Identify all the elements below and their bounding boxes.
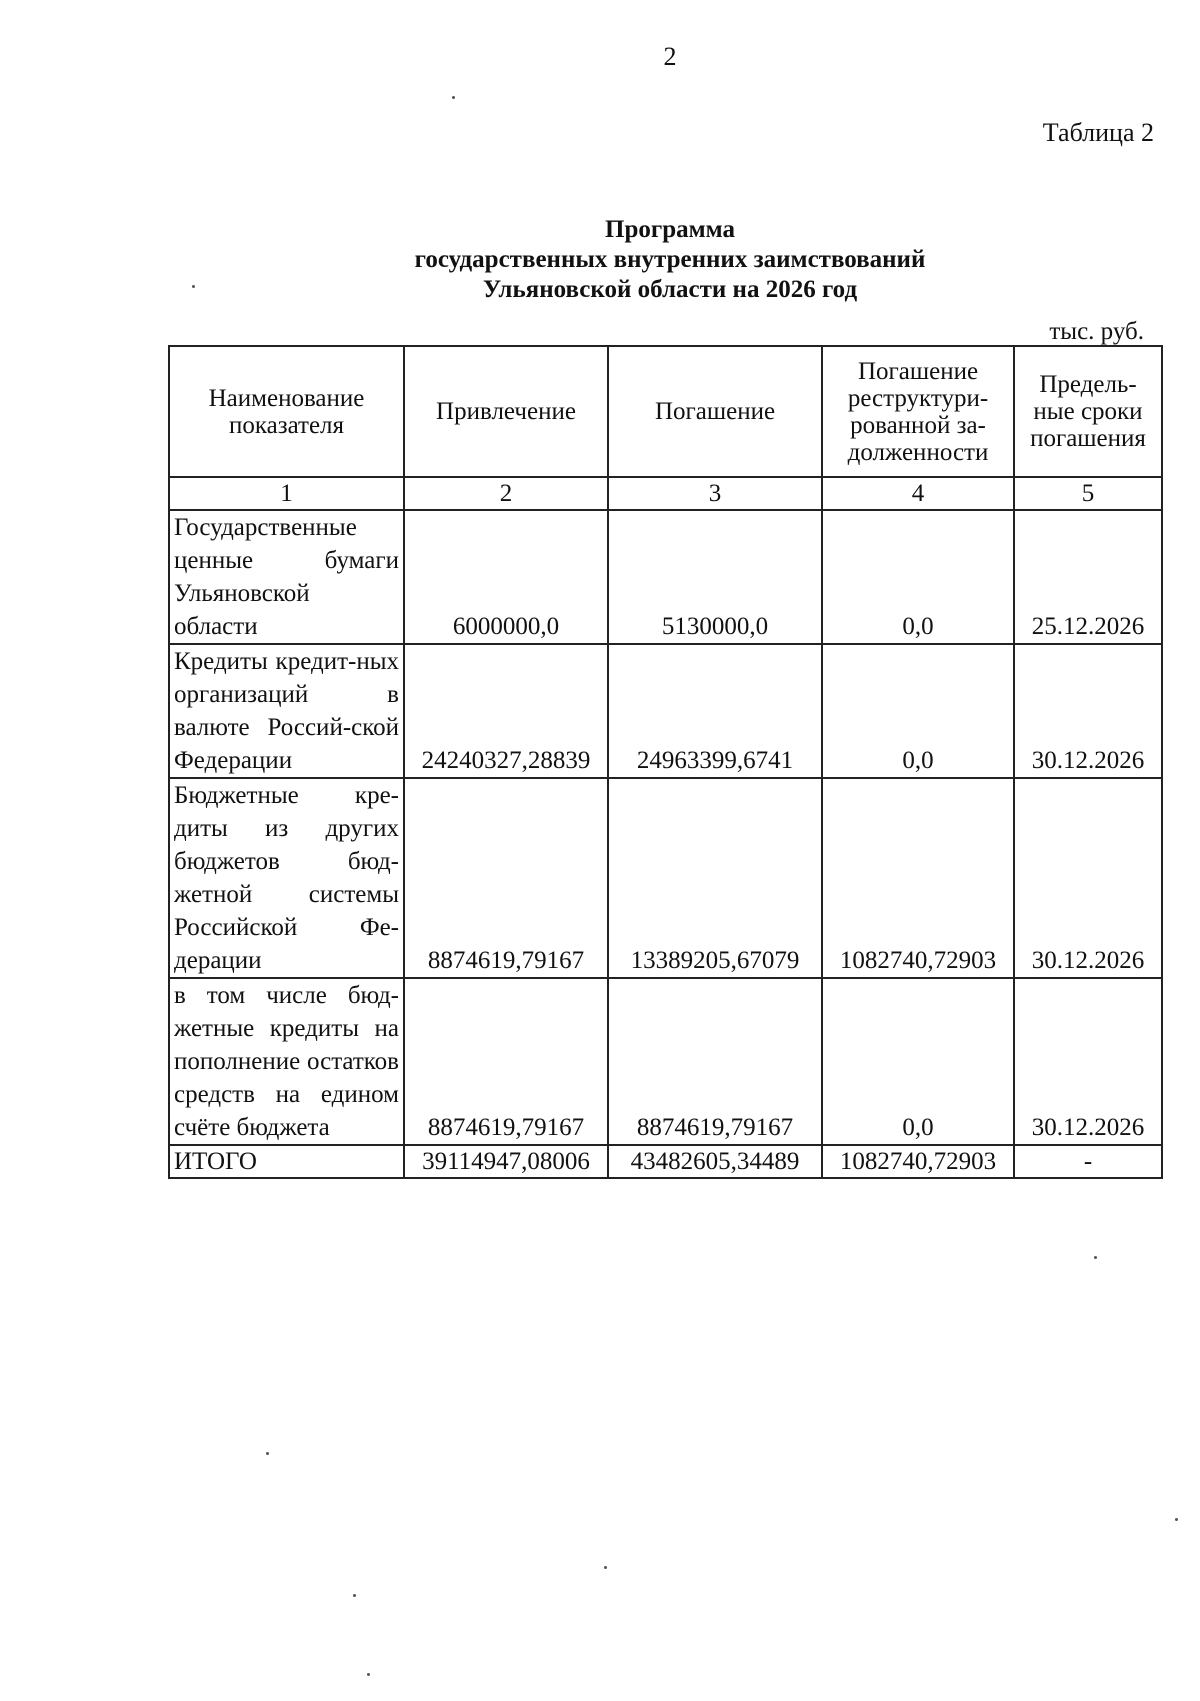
total-name: ИТОГО (169, 1145, 404, 1178)
scan-speck (266, 1452, 269, 1455)
column-number: 3 (608, 477, 822, 510)
row-attraction: 8874619,79167 (404, 778, 608, 978)
row-restructured: 0,0 (822, 510, 1014, 644)
row-repayment: 13389205,67079 (608, 778, 822, 978)
header-row (169, 346, 1162, 477)
total-repayment: 43482605,34489 (608, 1145, 822, 1178)
total-deadline: - (1014, 1145, 1162, 1178)
scan-speck (604, 1566, 607, 1569)
row-restructured: 0,0 (822, 978, 1014, 1145)
scan-speck (367, 1673, 370, 1676)
header-deadline: Предель-ные сроки погашения (1014, 346, 1162, 477)
row-deadline: 30.12.2026 (1014, 978, 1162, 1145)
table-row (169, 778, 1162, 978)
scan-speck (1175, 1518, 1178, 1521)
column-number-row (169, 477, 1162, 510)
row-attraction: 8874619,79167 (404, 978, 608, 1145)
row-deadline: 30.12.2026 (1014, 778, 1162, 978)
column-number: 2 (404, 477, 608, 510)
table-caption: Таблица 2 (1042, 118, 1154, 147)
row-name: Государственные ценные бумаги Ульяновской области (169, 510, 404, 644)
title-line-3: Ульяновской области на 2026 год (482, 276, 858, 303)
row-attraction: 24240327,28839 (404, 644, 608, 778)
row-deadline: 30.12.2026 (1014, 644, 1162, 778)
scan-speck (1094, 1256, 1097, 1259)
borrowings-table (168, 345, 1163, 1179)
row-attraction: 6000000,0 (404, 510, 608, 644)
column-number: 5 (1014, 477, 1162, 510)
title-line-2: государственных внутренних заимствований (414, 246, 926, 273)
row-restructured: 1082740,72903 (822, 778, 1014, 978)
page-number: 2 (663, 42, 677, 71)
column-number: 4 (822, 477, 1014, 510)
row-name: Кредиты кредит-ных организаций в валюте Россий-ской Федерации (169, 644, 404, 778)
row-repayment: 24963399,6741 (608, 644, 822, 778)
total-attraction: 39114947,08006 (404, 1145, 608, 1178)
column-number: 1 (169, 477, 404, 510)
row-restructured: 0,0 (822, 644, 1014, 778)
header-indicator-name: Наименование показателя (169, 346, 404, 477)
scan-speck (192, 285, 195, 288)
row-name: Бюджетные кре-диты из других бюджетов бюд-жетной системы Российской Фе-дерации (169, 778, 404, 978)
row-repayment: 8874619,79167 (608, 978, 822, 1145)
total-restructured: 1082740,72903 (822, 1145, 1014, 1178)
header-attraction: Привлечение (404, 346, 608, 477)
document-title (0, 215, 1200, 305)
row-deadline: 25.12.2026 (1014, 510, 1162, 644)
header-restructured-repayment: Погашение реструктури-рованной за-долженности (822, 346, 1014, 477)
row-repayment: 5130000,0 (608, 510, 822, 644)
table-row (169, 978, 1162, 1145)
row-name: в том числе бюд-жетные кредиты на пополнение остатков средств на едином счёте бюджета (169, 978, 404, 1145)
header-repayment: Погашение (608, 346, 822, 477)
scan-speck (353, 1594, 356, 1597)
table-row (169, 510, 1162, 644)
units-label: тыс. руб. (1049, 318, 1144, 345)
table-row (169, 644, 1162, 778)
title-line-1: Программа (605, 216, 735, 243)
total-row (169, 1145, 1162, 1178)
scan-speck (452, 96, 455, 99)
